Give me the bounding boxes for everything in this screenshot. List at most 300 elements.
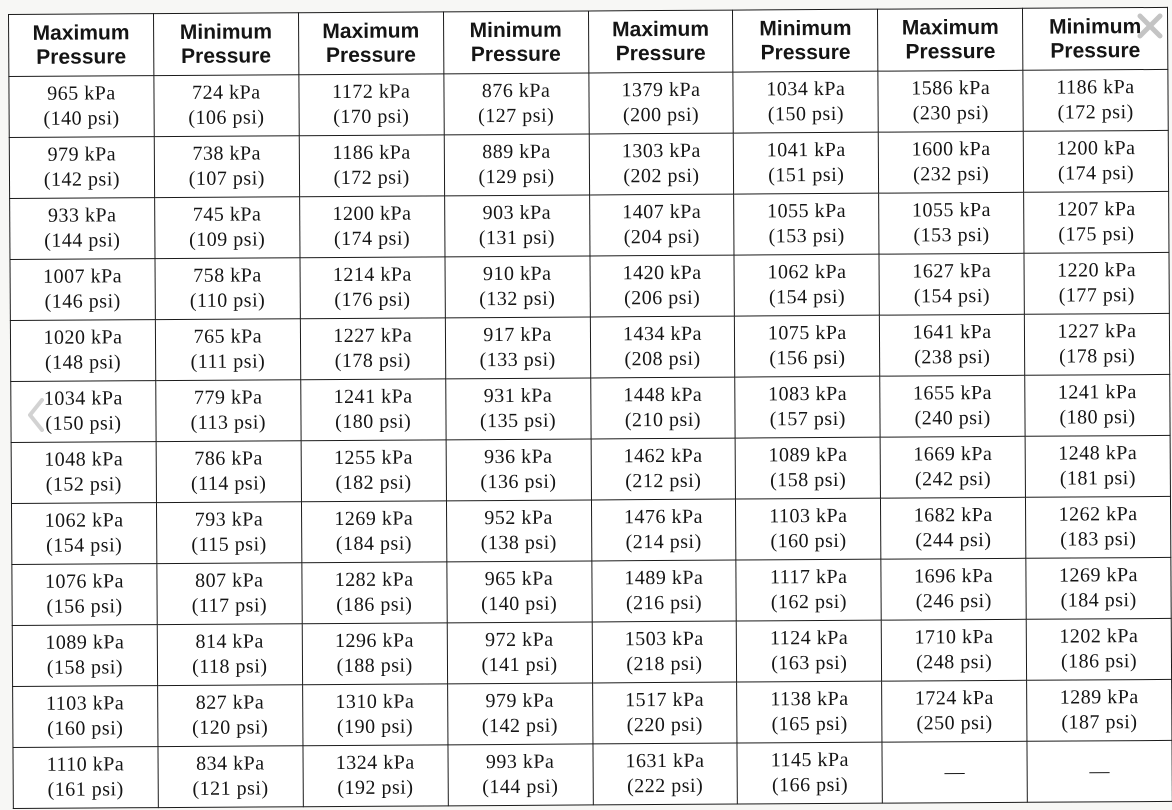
table-cell — [11, 442, 156, 504]
cell-secondary-value: (182 psi) — [335, 471, 412, 495]
cell-secondary-value: (110 psi) — [189, 289, 266, 312]
cell-secondary-value: (150 psi) — [767, 102, 845, 126]
table-cell — [157, 685, 302, 747]
header-row — [9, 7, 1168, 76]
table-row — [10, 191, 1169, 259]
table-cell — [445, 378, 590, 440]
cell-secondary-value: (157 psi) — [769, 407, 846, 431]
cell-secondary-value: (230 psi) — [912, 102, 989, 125]
table-cell — [300, 257, 445, 319]
table-cell — [443, 73, 588, 135]
cell-primary-value: 1220 kPa — [1057, 259, 1137, 282]
cell-primary-value: 1103 kPa — [45, 692, 125, 715]
table-cell — [735, 376, 880, 438]
cell-secondary-value: (174 psi) — [1057, 162, 1135, 185]
cell-secondary-value: (150 psi) — [45, 412, 122, 435]
table-cell — [155, 258, 300, 320]
cell-secondary-value: (154 psi) — [913, 285, 991, 308]
column-header-text: Pressure — [1050, 38, 1141, 63]
table-cell — [735, 437, 880, 499]
table-cell — [12, 564, 157, 626]
cell-primary-value: 1207 kPa — [1056, 198, 1136, 221]
table-row — [13, 740, 1172, 808]
cell-secondary-value: (177 psi) — [1058, 284, 1135, 307]
cell-secondary-value: (180 psi) — [335, 410, 412, 434]
table-row — [9, 69, 1168, 137]
table-cell — [156, 380, 301, 442]
cell-secondary-value: (244 psi) — [915, 529, 992, 552]
table-cell — [879, 253, 1024, 315]
table-cell — [299, 196, 444, 258]
cell-primary-value: 1289 kPa — [1059, 686, 1139, 709]
cell-secondary-value: (120 psi) — [192, 716, 269, 739]
cell-secondary-value: (210 psi) — [624, 408, 702, 432]
table-cell — [1026, 496, 1171, 558]
cell-secondary-value: (151 psi) — [768, 163, 845, 187]
cell-primary-value: 1669 kPa — [913, 442, 993, 466]
table-cell — [1027, 740, 1172, 802]
table-cell — [9, 76, 154, 138]
cell-secondary-value: (142 psi) — [481, 714, 559, 738]
cell-primary-value: 1503 kPa — [624, 627, 704, 651]
cell-primary-value: 979 kPa — [47, 143, 117, 166]
column-header-text: Minimum — [1048, 14, 1142, 39]
table-cell — [589, 255, 734, 317]
table-cell — [1026, 618, 1171, 680]
cell-primary-value: 1696 kPa — [914, 564, 994, 588]
cell-primary-value: 1262 kPa — [1058, 503, 1138, 526]
cell-primary-value: 827 kPa — [195, 691, 265, 714]
cell-primary-value: 1241 kPa — [333, 385, 413, 409]
table-cell — [299, 74, 444, 136]
cell-primary-value: 745 kPa — [192, 203, 262, 226]
column-header-text: Maximum — [322, 18, 420, 43]
chevron-left-icon — [22, 392, 50, 438]
table-cell — [10, 259, 155, 321]
cell-primary-value: 793 kPa — [194, 508, 264, 531]
cell-primary-value: 910 kPa — [482, 262, 552, 286]
cell-secondary-value: (131 psi) — [478, 226, 556, 250]
table-cell — [1023, 130, 1168, 192]
cell-primary-value: 993 kPa — [485, 750, 555, 774]
column-header — [588, 10, 733, 73]
table-cell — [736, 498, 881, 560]
column-header — [153, 13, 298, 76]
cell-secondary-value: (184 psi) — [1060, 589, 1137, 612]
pressure-table — [8, 7, 1172, 809]
table-cell — [880, 314, 1025, 376]
cell-secondary-value: (115 psi) — [191, 533, 267, 556]
table-cell — [10, 198, 155, 260]
table-cell — [447, 622, 592, 684]
cell-secondary-value: (184 psi) — [335, 532, 413, 556]
table-row — [11, 374, 1170, 442]
cell-secondary-value: (186 psi) — [336, 593, 413, 617]
table-cell — [592, 621, 737, 683]
column-header — [298, 12, 443, 75]
cell-primary-value: 903 kPa — [482, 201, 552, 225]
cell-secondary-value: (170 psi) — [333, 105, 410, 129]
table-cell — [157, 563, 302, 625]
cell-primary-value: 1089 kPa — [45, 631, 125, 654]
table-cell — [882, 680, 1027, 742]
cell-primary-value: 1710 kPa — [914, 625, 994, 649]
table-cell — [880, 375, 1025, 437]
cell-primary-value: 965 kPa — [484, 567, 554, 591]
cell-secondary-value: (160 psi) — [47, 717, 124, 740]
table-cell — [879, 192, 1024, 254]
cell-primary-value: 1282 kPa — [334, 568, 414, 592]
table-cell — [881, 619, 1026, 681]
table-cell — [591, 438, 736, 500]
table-cell — [13, 747, 158, 809]
table-cell — [878, 131, 1023, 193]
column-header-text: Minimum — [179, 19, 273, 44]
table-cell — [447, 683, 592, 745]
cell-secondary-value: (220 psi) — [626, 713, 703, 737]
cell-secondary-value: (109 psi) — [189, 228, 266, 251]
cell-secondary-value: (163 psi) — [771, 651, 848, 675]
table-cell — [737, 681, 882, 743]
cell-secondary-value: (161 psi) — [47, 778, 124, 801]
cell-secondary-value: (246 psi) — [915, 590, 992, 613]
cell-primary-value: 1145 kPa — [770, 748, 850, 772]
cell-primary-value: 724 kPa — [191, 81, 261, 104]
cell-secondary-value: (114 psi) — [190, 472, 267, 495]
cell-secondary-value: (153 psi) — [913, 224, 990, 247]
cell-secondary-value: (178 psi) — [334, 349, 411, 373]
cell-primary-value: 758 kPa — [193, 264, 262, 287]
cell-primary-value: 1517 kPa — [625, 688, 705, 712]
table-cell — [444, 134, 589, 196]
cell-secondary-value: (192 psi) — [337, 776, 414, 800]
table-cell — [881, 558, 1026, 620]
table-cell — [1024, 313, 1169, 375]
cell-secondary-value: (141 psi) — [481, 653, 558, 677]
table-cell — [302, 562, 447, 624]
table-cell — [11, 503, 156, 565]
table-cell — [154, 136, 299, 198]
cell-secondary-value: (206 psi) — [624, 286, 701, 310]
table-cell — [13, 686, 158, 748]
cell-secondary-value: (111 psi) — [190, 350, 266, 373]
table-cell — [881, 497, 1026, 559]
cell-secondary-value: (118 psi) — [192, 655, 268, 678]
cell-secondary-value: (165 psi) — [771, 712, 848, 736]
cell-primary-value: 889 kPa — [482, 140, 551, 164]
cell-secondary-value: (133 psi) — [479, 348, 556, 372]
cell-primary-value: 814 kPa — [195, 630, 264, 653]
table-cell — [734, 193, 879, 255]
table-cell — [301, 440, 446, 502]
cell-secondary-value: (162 psi) — [770, 590, 848, 614]
cell-secondary-value: (156 psi) — [769, 346, 846, 370]
column-header — [443, 11, 588, 74]
cell-primary-value: 1055 kPa — [766, 199, 847, 223]
cell-primary-value: 1034 kPa — [766, 77, 846, 101]
cell-primary-value: 1110 kPa — [46, 753, 125, 776]
table-cell — [300, 318, 445, 380]
table-cell — [302, 623, 447, 685]
cell-primary-value: 1641 kPa — [912, 320, 992, 344]
table-row — [11, 435, 1170, 503]
cell-primary-value: 1627 kPa — [912, 259, 992, 283]
table-cell — [445, 256, 590, 318]
cell-secondary-value: (138 psi) — [480, 531, 557, 555]
table-cell — [156, 441, 301, 503]
column-header — [9, 14, 154, 77]
cell-secondary-value: (180 psi) — [1059, 406, 1136, 429]
cell-primary-value: 1186 kPa — [1056, 76, 1135, 99]
cell-secondary-value: (132 psi) — [479, 287, 556, 311]
cell-secondary-value: (188 psi) — [336, 654, 413, 678]
cell-primary-value: 1041 kPa — [766, 138, 846, 162]
cell-primary-value: 876 kPa — [481, 79, 551, 103]
cell-secondary-value: (129 psi) — [478, 165, 555, 189]
cell-primary-value: — — [944, 760, 966, 783]
table-cell — [882, 741, 1027, 803]
cell-secondary-value: (106 psi) — [188, 106, 265, 129]
table-cell — [589, 194, 734, 256]
cell-primary-value: 807 kPa — [194, 569, 264, 592]
table-cell — [301, 501, 446, 563]
table-row — [11, 496, 1170, 564]
cell-secondary-value: (160 psi) — [770, 529, 847, 553]
cell-secondary-value: (175 psi) — [1058, 223, 1135, 246]
column-header-text: Maximum — [32, 20, 130, 45]
cell-primary-value: 1117 kPa — [769, 565, 848, 589]
cell-primary-value: 1048 kPa — [44, 448, 124, 471]
cell-primary-value: 965 kPa — [47, 82, 116, 105]
cell-secondary-value: (140 psi) — [43, 107, 120, 130]
table-cell — [737, 620, 882, 682]
cell-secondary-value: (174 psi) — [333, 227, 411, 251]
cell-secondary-value: (144 psi) — [482, 775, 559, 799]
table-cell — [880, 436, 1025, 498]
table-row — [10, 252, 1169, 320]
cell-primary-value: 1202 kPa — [1059, 625, 1139, 648]
cell-primary-value: 1227 kPa — [1057, 320, 1137, 343]
cell-secondary-value: (183 psi) — [1060, 528, 1137, 551]
cell-primary-value: 1062 kPa — [44, 509, 124, 532]
cell-secondary-value: (153 psi) — [768, 224, 845, 248]
table-row — [13, 679, 1172, 747]
cell-secondary-value: (172 psi) — [333, 166, 410, 190]
cell-primary-value: 1269 kPa — [334, 507, 414, 531]
table-cell — [444, 195, 589, 257]
table-row — [12, 557, 1171, 625]
cell-primary-value: 1631 kPa — [625, 749, 705, 773]
table-cell — [734, 254, 879, 316]
cell-primary-value: 1586 kPa — [911, 77, 991, 100]
cell-secondary-value: (181 psi) — [1059, 467, 1137, 490]
table-cell — [1023, 69, 1168, 131]
table-cell — [591, 560, 736, 622]
cell-primary-value: 1076 kPa — [44, 570, 124, 593]
column-header-text: Pressure — [36, 44, 127, 69]
table-cell — [592, 682, 737, 744]
column-header-text: Pressure — [470, 42, 561, 66]
cell-secondary-value: (154 psi) — [768, 285, 846, 309]
cell-primary-value: 1448 kPa — [623, 383, 703, 407]
cell-primary-value: 1255 kPa — [333, 446, 413, 470]
cell-primary-value: 972 kPa — [485, 628, 554, 652]
table-row — [9, 130, 1168, 198]
cell-secondary-value: (176 psi) — [334, 288, 411, 312]
cell-primary-value: 1007 kPa — [42, 265, 123, 288]
cell-primary-value: 1310 kPa — [335, 690, 415, 714]
table-cell — [299, 135, 444, 197]
table-cell — [446, 439, 591, 501]
table-cell — [448, 744, 593, 806]
table-cell — [158, 746, 303, 808]
cell-secondary-value: (248 psi) — [916, 650, 993, 674]
table-cell — [445, 317, 590, 379]
table-cell — [1025, 374, 1170, 436]
cell-primary-value: 979 kPa — [485, 689, 555, 713]
table-cell — [446, 500, 591, 562]
column-header-text: Pressure — [905, 39, 996, 64]
table-cell — [588, 72, 733, 134]
cell-primary-value: 931 kPa — [483, 384, 553, 408]
cell-primary-value: 1214 kPa — [332, 263, 412, 287]
cell-primary-value: 1434 kPa — [622, 322, 702, 346]
cell-secondary-value: (136 psi) — [480, 470, 557, 494]
table-cell — [1024, 252, 1169, 314]
cell-primary-value: 1269 kPa — [1058, 564, 1139, 587]
cell-primary-value: 1420 kPa — [622, 261, 702, 285]
table-header — [9, 7, 1168, 76]
table-cell — [155, 319, 300, 381]
table-cell — [154, 197, 299, 259]
table-cell — [302, 684, 447, 746]
cell-primary-value: 1020 kPa — [43, 326, 123, 349]
column-header-text: Minimum — [759, 16, 852, 40]
cell-secondary-value: (152 psi) — [45, 473, 122, 496]
cell-secondary-value: (187 psi) — [1061, 711, 1138, 734]
cell-primary-value: 1138 kPa — [770, 687, 849, 711]
cell-primary-value: 1476 kPa — [623, 505, 704, 529]
table-cell — [736, 559, 881, 621]
cell-primary-value: 1172 kPa — [331, 80, 411, 104]
cell-primary-value: 1303 kPa — [621, 139, 701, 163]
cell-secondary-value: (117 psi) — [191, 594, 268, 617]
cell-primary-value: 1462 kPa — [623, 444, 703, 468]
column-header-text: Maximum — [901, 15, 999, 40]
previous-image-button[interactable] — [22, 392, 50, 438]
cell-primary-value: 1089 kPa — [768, 443, 848, 467]
table-cell — [591, 499, 736, 561]
column-header-text: Pressure — [760, 40, 851, 64]
cell-secondary-value: (216 psi) — [625, 591, 703, 615]
cell-secondary-value: (135 psi) — [479, 409, 557, 433]
cell-primary-value: 1324 kPa — [335, 751, 415, 775]
cell-primary-value: 1724 kPa — [914, 686, 994, 710]
cell-secondary-value: (142 psi) — [43, 168, 121, 191]
cell-primary-value: 933 kPa — [47, 204, 117, 227]
table-cell — [1024, 191, 1169, 253]
cell-primary-value: 1124 kPa — [769, 626, 849, 650]
cell-primary-value: 738 kPa — [192, 142, 261, 165]
table-cell — [737, 742, 882, 804]
cell-secondary-value: (202 psi) — [623, 164, 700, 188]
cell-secondary-value: (240 psi) — [914, 407, 991, 430]
cell-primary-value: 834 kPa — [196, 752, 265, 775]
column-header-text: Pressure — [325, 43, 416, 67]
cell-secondary-value: (222 psi) — [627, 774, 704, 798]
cell-secondary-value: (158 psi) — [770, 468, 847, 492]
table-row — [10, 313, 1169, 381]
table-cell — [734, 132, 879, 194]
cell-secondary-value: (127 psi) — [478, 104, 555, 128]
column-header-text: Maximum — [612, 17, 710, 41]
column-header-text: Pressure — [615, 41, 706, 65]
cell-secondary-value: (158 psi) — [46, 656, 124, 679]
table-row — [12, 618, 1171, 686]
cell-secondary-value: (146 psi) — [44, 290, 121, 313]
cell-primary-value: 936 kPa — [483, 445, 553, 469]
cell-secondary-value: (172 psi) — [1057, 101, 1134, 124]
cell-primary-value: 786 kPa — [194, 447, 263, 470]
column-header — [878, 8, 1023, 71]
cell-primary-value: 1083 kPa — [768, 382, 848, 406]
cell-secondary-value: (250 psi) — [916, 711, 993, 735]
table-cell — [1026, 557, 1171, 619]
cell-secondary-value: (144 psi) — [44, 229, 121, 252]
table-cell — [735, 315, 880, 377]
cell-primary-value: 765 kPa — [193, 325, 263, 348]
cell-secondary-value: (121 psi) — [192, 777, 269, 800]
table-cell — [303, 745, 448, 807]
cell-primary-value: 1200 kPa — [332, 202, 412, 226]
table-cell — [733, 71, 878, 133]
table-cell — [878, 70, 1023, 132]
cell-primary-value: 1200 kPa — [1056, 137, 1136, 160]
cell-primary-value: 1034 kPa — [43, 387, 123, 410]
table-cell — [154, 75, 299, 137]
cell-secondary-value: (212 psi) — [625, 469, 702, 493]
close-icon — [1130, 6, 1170, 46]
cell-primary-value: 1227 kPa — [333, 324, 413, 348]
cell-secondary-value: (148 psi) — [44, 351, 122, 374]
cell-secondary-value: (190 psi) — [336, 715, 414, 739]
table-cell — [9, 137, 154, 199]
cell-secondary-value: (178 psi) — [1059, 345, 1136, 368]
cell-primary-value: 1241 kPa — [1057, 381, 1137, 404]
cell-primary-value: 952 kPa — [484, 506, 553, 530]
cell-primary-value: 1489 kPa — [624, 566, 704, 590]
table-cell — [12, 625, 157, 687]
cell-secondary-value: (186 psi) — [1060, 650, 1138, 673]
cell-primary-value: 1682 kPa — [913, 503, 993, 527]
cell-secondary-value: (140 psi) — [481, 592, 558, 616]
cell-primary-value: 1407 kPa — [622, 200, 702, 224]
cell-secondary-value: (208 psi) — [624, 347, 701, 371]
table-cell — [1025, 435, 1170, 497]
cell-primary-value: 1103 kPa — [769, 504, 848, 528]
cell-primary-value: 1055 kPa — [911, 198, 991, 222]
table-cell — [589, 133, 734, 195]
cell-secondary-value: (154 psi) — [46, 534, 123, 557]
cell-primary-value: 1075 kPa — [767, 321, 847, 345]
cell-primary-value: 1655 kPa — [912, 381, 993, 405]
table-cell — [156, 502, 301, 564]
cell-primary-value: 1379 kPa — [621, 78, 701, 102]
close-button[interactable] — [1130, 6, 1170, 46]
cell-primary-value: 1248 kPa — [1058, 442, 1138, 465]
column-header-text: Pressure — [181, 43, 272, 68]
table-cell — [590, 316, 735, 378]
